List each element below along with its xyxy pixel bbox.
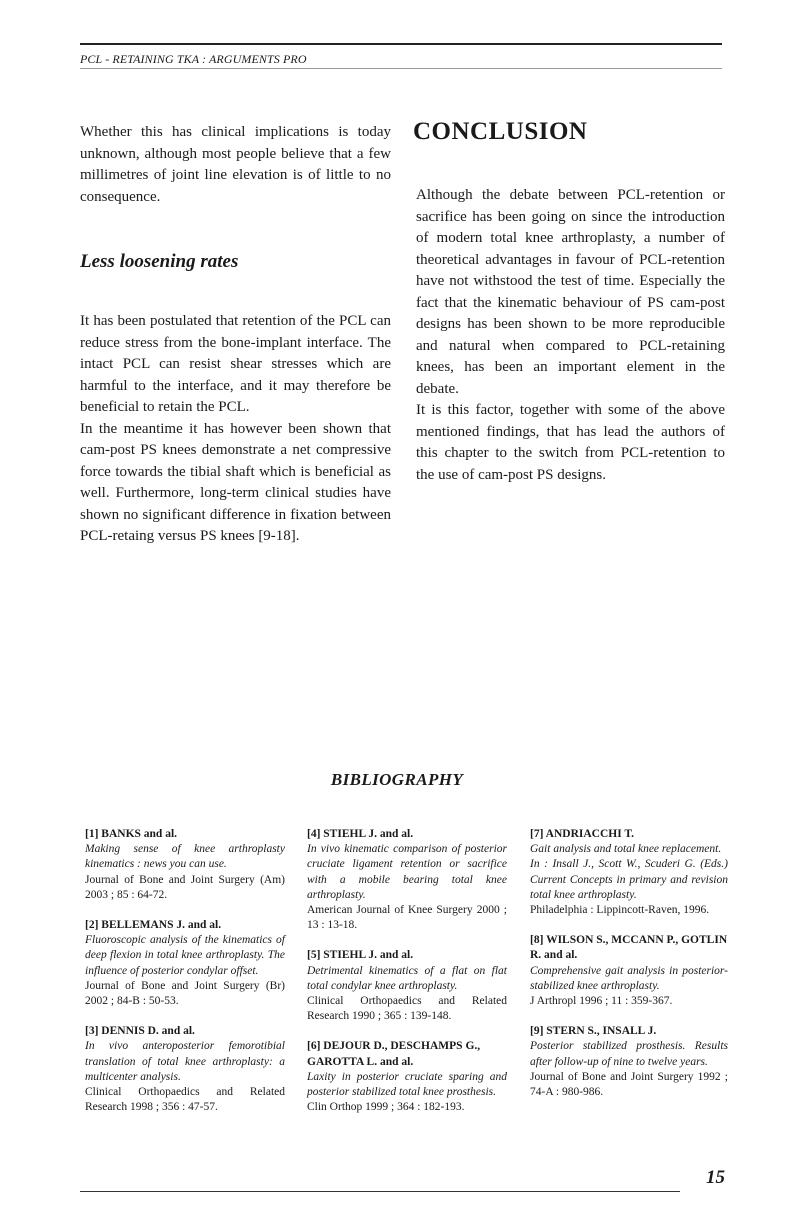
reference-item bbox=[85, 918, 285, 1009]
reference-title: Detrimental kinematics of a flat on flat total condylar knee arthroplasty. bbox=[307, 964, 507, 992]
header-rule bbox=[80, 68, 722, 69]
reference-item bbox=[307, 827, 507, 933]
reference-item bbox=[530, 933, 728, 1009]
reference-title: Fluoroscopic analysis of the kinematics of deep flexion in total knee arthroplasty. The influence of posterior condylar offset. bbox=[85, 934, 285, 977]
reference-item bbox=[307, 948, 507, 1024]
reference-title: In vivo kinematic comparison of posterior cruciate ligament retention or sacrifice with a mobile bearing total knee arthroplasty. bbox=[307, 843, 507, 901]
conclusion-paragraph-1: Although the debate between PCL-retention or sacrifice has been going on since the introduction of modern total knee arthroplasty, a number of theoretical advantages in favour of PCL-retention have not withstood the test of time. Especially the fact that the kinematic behaviour of PS cam-post designs has been shown to be more reproducible and natural when compared to PCL-retaining knees, has been an important element in the debate. bbox=[416, 187, 725, 397]
page-number: 15 bbox=[706, 1167, 725, 1188]
reference-journal: Clinical Orthopaedics and Related Research 1990 ; 365 : 139-148. bbox=[307, 995, 507, 1023]
reference-title: Comprehensive gait analysis in posterior-stabilized knee arthroplasty. bbox=[530, 964, 728, 992]
reference-journal: Journal of Bone and Joint Surgery (Br) 2002 ; 84-B : 50-53. bbox=[85, 979, 285, 1008]
reference-authors: [5] STIEHL J. and al. bbox=[307, 949, 414, 962]
reference-title: Making sense of knee arthroplasty kinematics : news you can use. bbox=[85, 843, 285, 871]
reference-journal: Journal of Bone and Joint Surgery 1992 ; 74-A : 980-986. bbox=[530, 1070, 728, 1099]
reference-authors: [4] STIEHL J. and al. bbox=[307, 828, 414, 840]
conclusion-heading: CONCLUSION bbox=[413, 118, 588, 145]
reference-authors: [2] BELLEMANS J. and al. bbox=[85, 919, 222, 932]
reference-journal: Journal of Bone and Joint Surgery (Am) 2003 ; 85 : 64-72. bbox=[85, 873, 285, 901]
paragraph-pcl-retention: It has been postulated that retention of the PCL can reduce stress from the bone-implant interface. The intact PCL can resist shear stresses which are harmful to the interface, and it may therefore be beneficial to retain the PCL. bbox=[80, 313, 391, 415]
reference-authors: [8] WILSON S., MCCANN P., GOTLIN R. and al. bbox=[530, 934, 728, 962]
conclusion-paragraph-2: It is this factor, together with some of the above mentioned findings, that has lead the authors of this chapter to the switch from PCL-retention to the use of cam-post PS designs. bbox=[416, 402, 725, 483]
bibliography-column-3 bbox=[530, 827, 728, 1115]
bibliography-column-2 bbox=[307, 827, 507, 1130]
reference-title: In vivo anteroposterior femorotibial translation of total knee arthroplasty: a multicenter analysis. bbox=[85, 1040, 285, 1083]
reference-authors: [9] STERN S., INSALL J. bbox=[530, 1025, 657, 1038]
reference-item bbox=[307, 1039, 507, 1115]
right-column bbox=[416, 185, 725, 486]
reference-item bbox=[530, 827, 728, 918]
reference-journal: Clinical Orthopaedics and Related Research 1998 ; 356 : 47-57. bbox=[85, 1086, 285, 1114]
running-header: PCL - RETAINING TKA : ARGUMENTS PRO bbox=[80, 52, 307, 66]
reference-authors: [1] BANKS and al. bbox=[85, 828, 178, 840]
left-column bbox=[80, 122, 391, 548]
paragraph-joint-line: Whether this has clinical implications is today unknown, although most people believe that a few millimetres of joint line elevation is of little to no consequence. bbox=[80, 124, 391, 205]
section-heading-less-loosening: Less loosening rates bbox=[80, 251, 239, 272]
reference-title: Posterior stabilized prosthesis. Results after follow-up of nine to twelve years. bbox=[530, 1040, 728, 1068]
reference-journal: Clin Orthop 1999 ; 364 : 182-193. bbox=[307, 1101, 465, 1114]
reference-book-info: In : Insall J., Scott W., Scuderi G. (Eds.) Current Concepts in primary and revision total knee arthroplasty. bbox=[530, 858, 728, 901]
reference-item bbox=[85, 827, 285, 903]
paragraph-cam-post: In the meantime it has however been shown that cam-post PS knees demonstrate a net compressive force towards the tibial shaft which is beneficial as well. Furthermore, long-term clinical studies have shown no significant difference in fixation between PCL-retaing versus PS knees [9-18]. bbox=[80, 420, 391, 544]
reference-journal: J Arthropl 1996 ; 11 : 359-367. bbox=[530, 995, 673, 1008]
reference-item bbox=[530, 1024, 728, 1100]
bibliography-heading: BIBLIOGRAPHY bbox=[330, 770, 464, 789]
reference-authors: [7] ANDRIACCHI T. bbox=[530, 828, 635, 840]
bibliography-column-1 bbox=[85, 827, 285, 1130]
reference-journal: American Journal of Knee Surgery 2000 ; 13 : 13-18. bbox=[307, 904, 507, 932]
reference-item bbox=[85, 1024, 285, 1115]
reference-authors: [6] DEJOUR D., DESCHAMPS G., GAROTTA L. and al. bbox=[307, 1040, 481, 1068]
reference-title: Gait analysis and total knee replacement. bbox=[530, 843, 722, 856]
bottom-rule bbox=[80, 1191, 680, 1192]
reference-title: Laxity in posterior cruciate sparing and posterior stabilized total knee prosthesis. bbox=[307, 1070, 507, 1099]
reference-authors: [3] DENNIS D. and al. bbox=[85, 1025, 195, 1038]
top-rule bbox=[80, 43, 722, 45]
reference-publisher: Philadelphia : Lippincott-Raven, 1996. bbox=[530, 904, 710, 917]
